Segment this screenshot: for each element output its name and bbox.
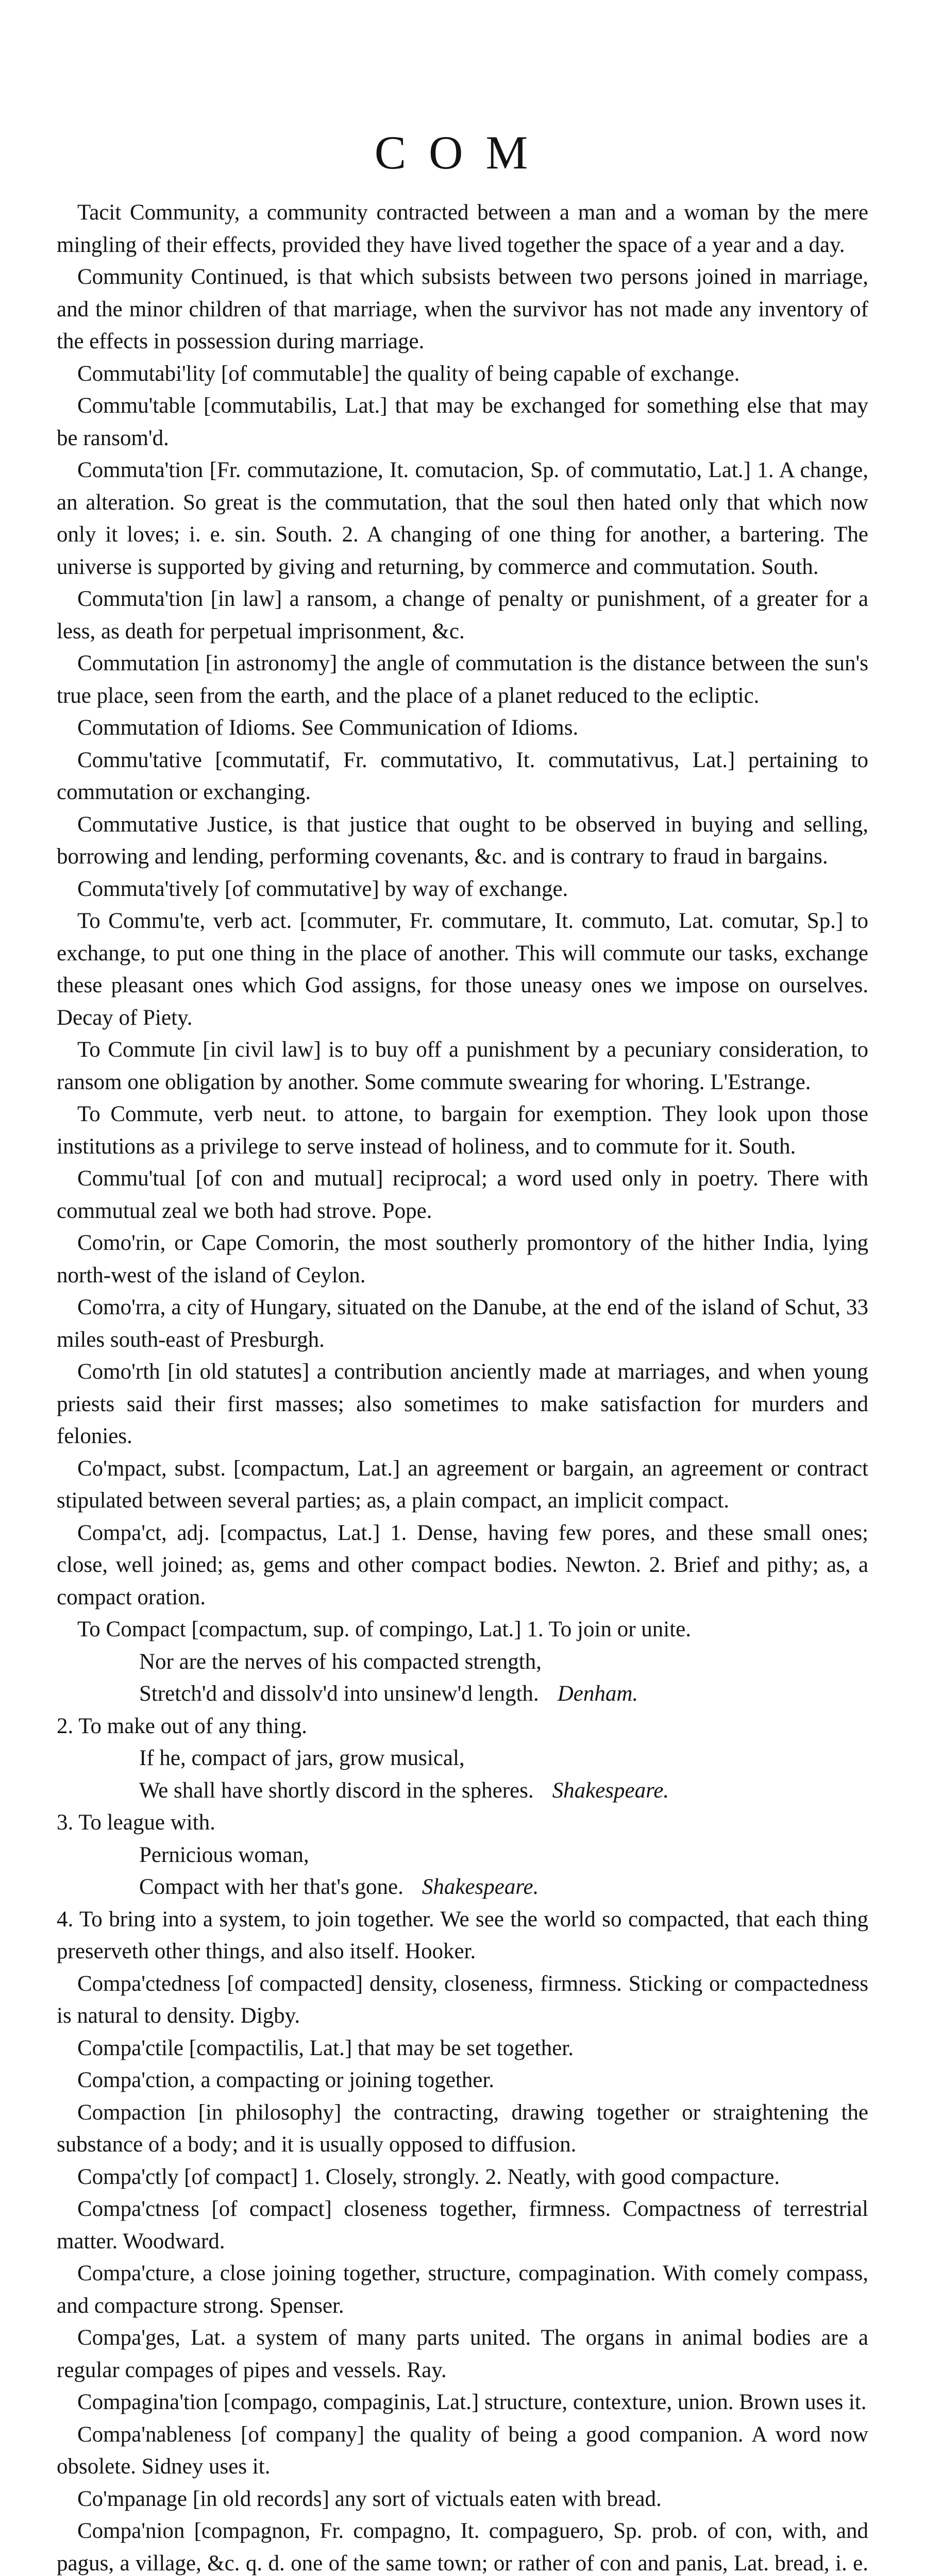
entry-comorth: Como'rth [in old statutes] a contribution anciently made at marriages, and when young priests said their first masses; also sometimes to make satisfaction for murders and felonies. [57, 1360, 868, 1448]
entry-compaction-philosophy: Compaction [in philosophy] the contracting, drawing together or straightening the substance of a body; and it is usually opposed to diffusion. [57, 2100, 868, 2157]
quote-text: We shall have shortly discord in the spheres. [139, 1778, 534, 1803]
entry-comorra: Como'rra, a city of Hungary, situated on the Danube, at the end of the island of Schut, 33 miles south-east of Presburgh. [57, 1295, 868, 1352]
entry-companableness: Compa'nableness [of company] the quality of being a good companion. A word now obsolete. Sidney uses it. [57, 2422, 868, 2479]
entry-commutable: Commu'table [commutabilis, Lat.] that may be exchanged for something else that may be ransom'd. [57, 394, 868, 450]
entry-compages: Compa'ges, Lat. a system of many parts united. The organs in animal bodies are a regular compages of pipes and vessels. Ray. [57, 2326, 868, 2382]
quote-citation: Shakespeare. [422, 1875, 539, 1899]
entry-compactile: Compa'ctile [compactilis, Lat.] that may be set together. [77, 2036, 574, 2060]
entry-comorin: Como'rin, or Cape Comorin, the most southerly promontory of the hither India, lying north-west of the island of Ceylon. [57, 1231, 868, 1287]
entry-commutability: Commutabi'lity [of commutable] the quality of being capable of exchange. [77, 361, 740, 386]
entry-compactly: Compa'ctly [of compact] 1. Closely, strongly. 2. Neatly, with good compacture. [77, 2164, 780, 2189]
entry-commutation: Commuta'tion [Fr. commutazione, It. comutacion, Sp. of commutatio, Lat.] 1. A change, an alteration. So great is the commutation, that the soul then hated only that which now only it loves; i. e. sin. South. 2. A changing of one thing for another, a bartering. The universe is supported by giving and returning, by commerce and commutation. South. [57, 458, 868, 579]
quote-line [57, 1678, 868, 1710]
quote-line [57, 1871, 868, 1904]
entry-community-continued: Community Continued, is that which subsists between two persons joined in marriage, and the minor children of that marriage, when the survivor has not made any inventory of the effects in possession during marriage. [57, 265, 868, 353]
entry-to-commute: To Commu'te, verb act. [commuter, Fr. commutare, It. commuto, Lat. comutar, Sp.] to exchange, to put one thing in the place of another. This will commute our tasks, exchange these pleasant ones which God assigns, for those uneasy ones we impose on ourselves. Decay of Piety. [57, 909, 868, 1030]
sense-line: 2. To make out of any thing. [57, 1714, 307, 1738]
entry-compact-adj: Compa'ct, adj. [compactus, Lat.] 1. Dense, having few pores, and these small ones; close, well joined; as, gems and other compact bodies. Newton. 2. Brief and pithy; as, a compact oration. [57, 1520, 868, 1609]
quote-citation: Shakespeare. [552, 1778, 669, 1803]
entry-compaction: Compa'ction, a compacting or joining together. [77, 2068, 495, 2092]
entry-commutative: Commu'tative [commutatif, Fr. commutativo, It. commutativus, Lat.] pertaining to commutation or exchanging. [57, 748, 868, 804]
entry-to-commute-neut: To Commute, verb neut. to attone, to bargain for exemption. They look upon those institutions as a privilege to serve instead of holiness, and to commute for it. South. [57, 1102, 868, 1159]
quote-text: Compact with her that's gone. [139, 1875, 403, 1899]
entry-compactedness: Compa'ctedness [of compacted] density, closeness, firmness. Sticking or compactedness is natural to density. Digby. [57, 1971, 868, 2028]
entry-tacit-community: Tacit Community, a community contracted between a man and a woman by the mere mingling of their effects, provided they have lived together the space of a year and a day. [57, 200, 868, 257]
entry-commutation-astronomy: Commutation [in astronomy] the angle of commutation is the distance between the sun's true place, seen from the earth, and the place of a planet reduced to the ecliptic. [57, 651, 868, 708]
entry-companion: Compa'nion [compagnon, Fr. compagno, It. compaguero, Sp. prob. of con, with, and pagus, a village, &c. q. d. one of the same town; or rather of con and panis, Lat. bread, i. e. [57, 2519, 868, 2575]
entry-commutual: Commu'tual [of con and mutual] reciprocal; a word used only in poetry. There with commutual zeal we both had strove. Pope. [57, 1166, 868, 1223]
sense-line: 4. To bring into a system, to join together. We see the world so compacted, that each thing preserveth other things, and also itself. Hooker. [57, 1907, 868, 1963]
entry-commutation-law: Commuta'tion [in law] a ransom, a change of penalty or punishment, of a greater for a less, as death for perpetual imprisonment, &c. [57, 587, 868, 643]
entry-commutative-justice: Commutative Justice, is that justice that ought to be observed in buying and selling, borrowing and lending, performing covenants, &c. and is contrary to fraud in bargains. [57, 812, 868, 869]
entry-compacture: Compa'cture, a close joining together, structure, compagination. With comely compass, and compacture strong. Spenser. [57, 2261, 868, 2318]
running-head: COM [374, 126, 551, 179]
entry-compagination: Compagina'tion [compago, compaginis, Lat.] structure, contexture, union. Brown uses it. [77, 2390, 867, 2414]
quote-line: If he, compact of jars, grow musical, [139, 1746, 465, 1770]
entry-commutatively: Commuta'tively [of commutative] by way of exchange. [77, 876, 568, 901]
entry-to-compact: To Compact [compactum, sup. of compingo, Lat.] 1. To join or unite. [77, 1617, 692, 1641]
entry-list [57, 197, 868, 2576]
quote-line [57, 1775, 868, 1807]
sense-line: 3. To league with. [57, 1810, 215, 1835]
entry-commutation-idioms: Commutation of Idioms. See Communication of Idioms. [77, 716, 579, 740]
quote-text: Stretch'd and dissolv'd into unsinew'd length. [139, 1682, 539, 1706]
entry-to-commute-civil-law: To Commute [in civil law] is to buy off a punishment by a pecuniary consideration, to ransom one obligation by another. Some commute swearing for whoring. L'Estrange. [57, 1038, 868, 1094]
entry-compact-subst: Co'mpact, subst. [compactum, Lat.] an agreement or bargain, an agreement or contract stipulated between several parties; as, a plain compact, an implicit compact. [57, 1456, 868, 1513]
entry-compactness: Compa'ctness [of compact] closeness together, firmness. Compactness of terrestrial matter. Woodward. [57, 2197, 868, 2253]
quote-line: Nor are the nerves of his compacted strength, [139, 1649, 542, 1674]
quote-citation: Denham. [557, 1682, 638, 1706]
quote-line: Pernicious woman, [139, 1842, 309, 1867]
entry-companage: Co'mpanage [in old records] any sort of victuals eaten with bread. [77, 2486, 662, 2511]
